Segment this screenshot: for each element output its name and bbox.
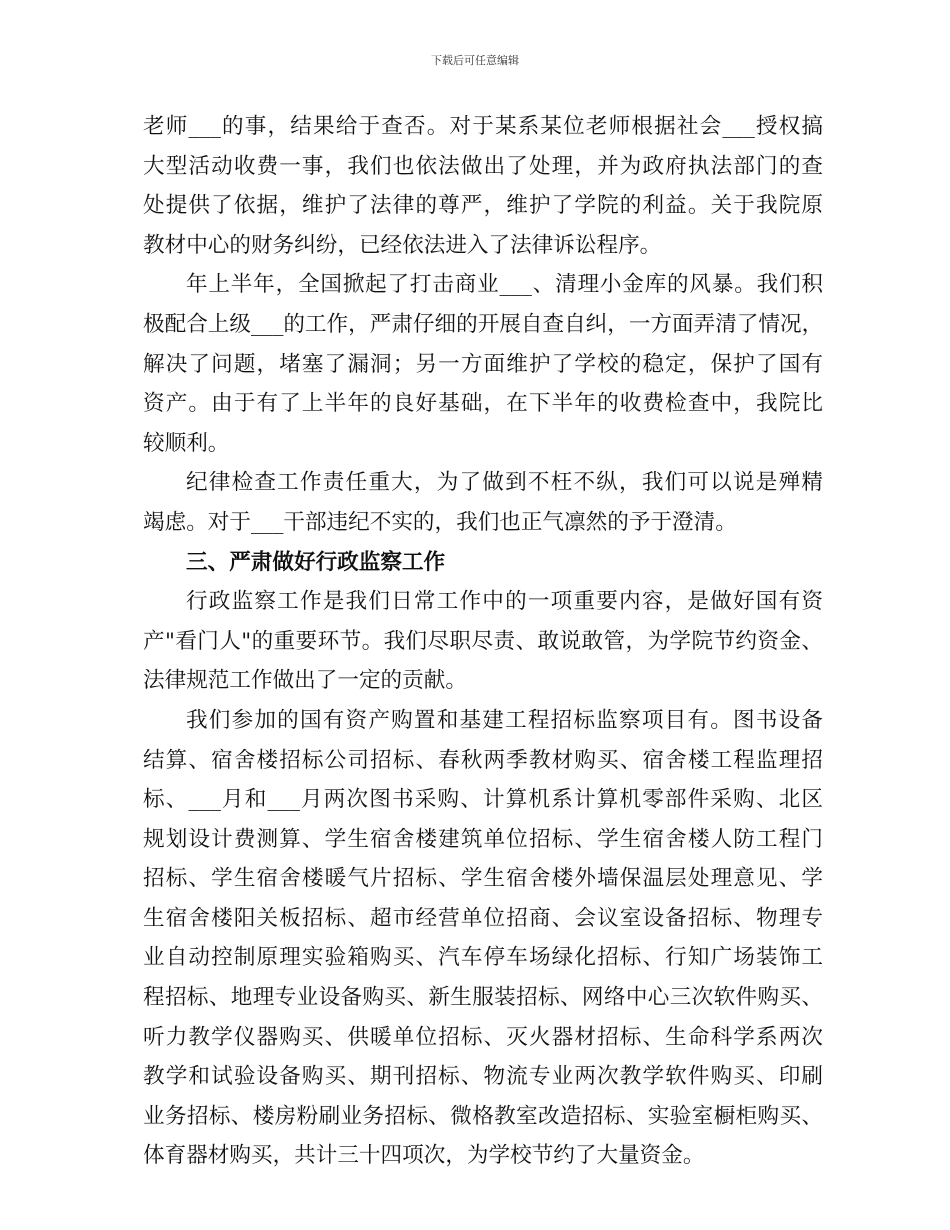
text-line: 竭虑。对于___干部违纪不实的，我们也正气凛然的予于澄清。 — [143, 509, 737, 535]
text-line: 产"看门人"的重要环节。我们尽职尽责、敢说敢管，为学院节约资金、 — [143, 628, 823, 654]
text-line: 纪律检查工作责任重大，为了做到不枉不纵，我们可以说是殚精 — [186, 470, 823, 496]
text-line: 处提供了依据，维护了法律的尊严，维护了学院的利益。关于我院原 — [143, 193, 823, 219]
text-line: 业务招标、楼房粉刷业务招标、微格教室改造招标、实验室橱柜购买、 — [143, 1103, 823, 1129]
text-line: 极配合上级___的工作，严肃仔细的开展自查自纠，一方面弄清了情况， — [143, 311, 823, 337]
text-line: 招标、学生宿舍楼暖气片招标、学生宿舍楼外墙保温层处理意见、学 — [143, 866, 823, 892]
text-line: 行政监察工作是我们日常工作中的一项重要内容，是做好国有资 — [186, 589, 823, 615]
text-line: 结算、宿舍楼招标公司招标、春秋两季教材购买、宿舍楼工程监理招 — [143, 747, 823, 773]
document-body — [143, 107, 823, 1176]
text-line: 业自动控制原理实验箱购买、汽车停车场绿化招标、行知广场装饰工 — [143, 945, 823, 971]
text-line: 老师___的事，结果给于查否。对于某系某位老师根据社会___授权搞 — [143, 114, 823, 139]
text-line: 生宿舍楼阳关板招标、超市经营单位招商、会议室设备招标、物理专 — [143, 905, 823, 931]
text-line: 法律规范工作做出了一定的贡献。 — [143, 668, 467, 694]
text-line: 大型活动收费一事，我们也依法做出了处理，并为政府执法部门的查 — [143, 153, 823, 179]
section-heading: 三、严肃做好行政监察工作 — [186, 549, 446, 575]
text-line: 听力教学仪器购买、供暖单位招标、灭火器材招标、生命科学系两次 — [143, 1024, 823, 1050]
text-line: 体育器材购买，共计三十四项次，为学校节约了大量资金。 — [143, 1143, 705, 1169]
text-line: 教材中心的财务纠纷，已经依法进入了法律诉讼程序。 — [143, 232, 662, 258]
text-line: 标、___月和___月两次图书采购、计算机系计算机零部件采购、北区 — [143, 787, 823, 813]
text-line: 教学和试验设备购买、期刊招标、物流专业两次教学软件购买、印刷 — [143, 1064, 823, 1090]
text-line: 规划设计费测算、学生宿舍楼建筑单位招标、学生宿舍楼人防工程门 — [143, 826, 823, 852]
text-line: 解决了问题，堵塞了漏洞；另一方面维护了学校的稳定，保护了国有 — [143, 351, 823, 377]
text-line: 资产。由于有了上半年的良好基础，在下半年的收费检查中，我院比 — [143, 391, 823, 417]
page-header: 下载后可任意编辑 — [431, 54, 519, 67]
text-line: 较顺利。 — [143, 430, 230, 456]
text-line: 年上半年，全国掀起了打击商业___、清理小金库的风暴。我们积 — [186, 272, 823, 298]
text-line: 我们参加的国有资产购置和基建工程招标监察项目有。图书设备 — [186, 707, 823, 733]
text-line: 程招标、地理专业设备购买、新生服装招标、网络中心三次软件购买、 — [143, 985, 823, 1011]
